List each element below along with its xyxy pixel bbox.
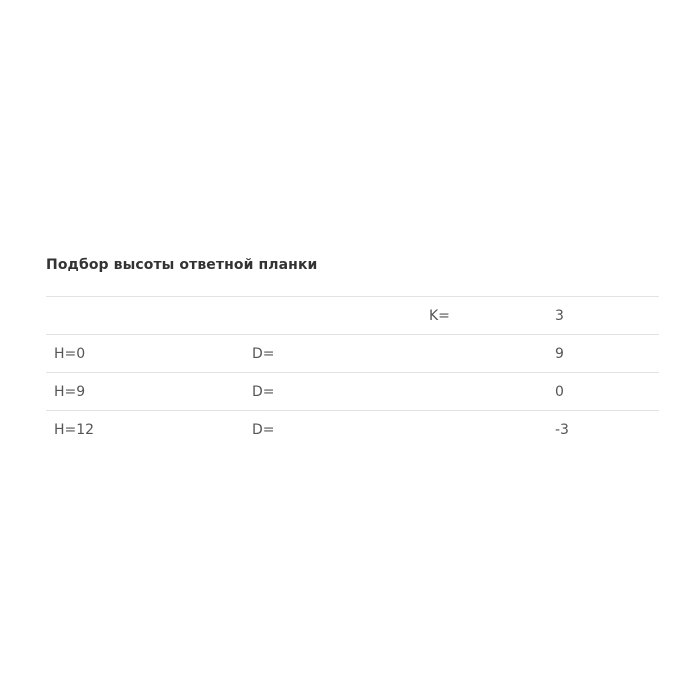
table-cell <box>421 411 547 449</box>
content-area <box>46 254 659 448</box>
calc-table <box>46 296 659 448</box>
table-cell <box>46 297 244 335</box>
table-row <box>46 297 659 335</box>
table-cell: D= <box>244 411 421 449</box>
table-cell: H=9 <box>46 373 244 411</box>
table-row <box>46 335 659 373</box>
table-cell: 9 <box>547 335 659 373</box>
table-cell: 3 <box>547 297 659 335</box>
table-cell: 0 <box>547 373 659 411</box>
table-cell: -3 <box>547 411 659 449</box>
table-cell: D= <box>244 373 421 411</box>
section-title: Подбор высоты ответной планки <box>46 257 318 273</box>
table-cell <box>421 335 547 373</box>
table-cell: D= <box>244 335 421 373</box>
table-row <box>46 411 659 449</box>
table-cell <box>421 373 547 411</box>
table-cell: K= <box>421 297 547 335</box>
table-cell: H=0 <box>46 335 244 373</box>
table-cell <box>244 297 421 335</box>
table-row <box>46 373 659 411</box>
table-cell: H=12 <box>46 411 244 449</box>
